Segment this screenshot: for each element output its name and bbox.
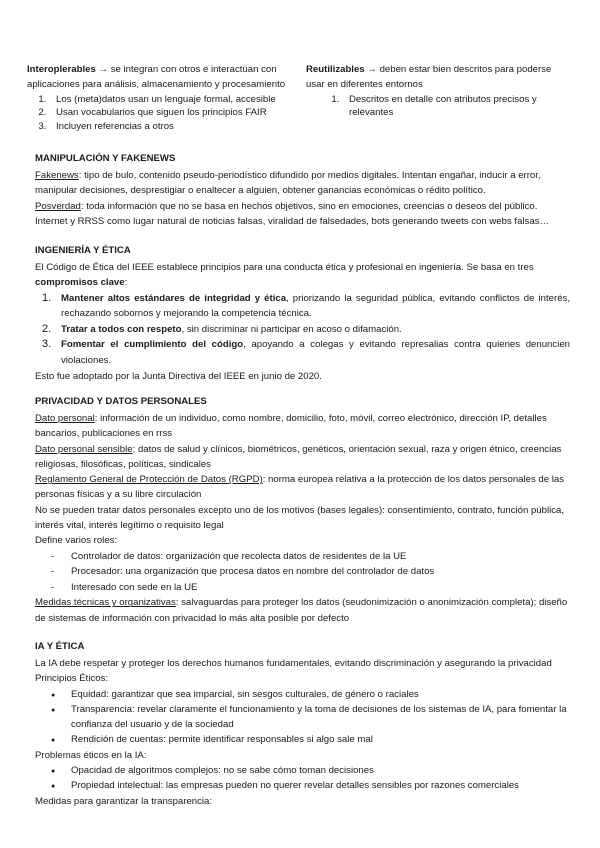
- interoperables-term: Interoplerables: [27, 64, 96, 75]
- list-item: - Procesador: una organización que procesa datos en nombre del controlador de datos: [35, 564, 570, 580]
- medidas-paragraph: [35, 595, 570, 626]
- list-item: ● Propiedad intelectual: las empresas pueden no querer revelar detalles sensibles por razones comerciales: [35, 778, 570, 793]
- intro-bold: compromisos clave: [35, 277, 125, 289]
- rgpd-definition: : norma europea relativa a la protección de los datos personales de las personas físicas y a su libre circulación: [35, 474, 565, 501]
- interoperables-paragraph: [27, 62, 306, 93]
- section-heading: PRIVACIDAD Y DATOS PERSONALES: [35, 396, 207, 407]
- ieee-adoption-note: Esto fue adoptado por la Junta Directiva del IEEE en junio de 2020.: [35, 370, 322, 382]
- fakenews-definition: : tipo de bulo, contenido pseudo-periodístico difundido por medios digitales. Intentan engañar, inducir a error, manipular decisiones, desprestigiar o enaltecer a alguien, obtener ganancias económicas o rédito político.: [35, 170, 541, 197]
- dato-sensible-definition: : datos de salud y clínicos, biométricos, genéticos, orientación sexual, raza y origen étnico, creencias religiosas, filosóficas, políticas, sindicales: [35, 443, 562, 470]
- section-heading: INGENIERÍA Y ÉTICA: [35, 245, 131, 256]
- interoperables-column: [27, 62, 306, 133]
- medidas-term: Medidas técnicas y organizativas: [35, 597, 176, 609]
- fakenews-term: Fakenews: [35, 170, 79, 181]
- dato-personal-term: Dato personal: [35, 413, 95, 424]
- interoperables-text: → se integran con otros e interactúan con aplicaciones para análisis, almacenamiento y procesamiento: [27, 64, 286, 91]
- item-bold: Tratar a todos con respeto: [61, 323, 182, 335]
- list-item: [35, 291, 570, 322]
- list-item: ● Opacidad de algoritmos complejos: no se sabe cómo toman decisiones: [35, 763, 570, 778]
- ia-intro: La IA debe respetar y proteger los derechos humanos fundamentales, evitando discriminación y asegurando la privacidad: [35, 658, 552, 669]
- intro-text: El Código de Ética del IEEE establece principios para una conducta ética y profesional en ingeniería. Se basa en tres: [35, 262, 534, 273]
- item-bold: Fomentar el cumplimiento del código: [61, 339, 244, 351]
- dato-sensible-term: Dato personal sensible: [35, 443, 133, 455]
- dato-personal-definition: : información de un individuo, como nombre, domicilio, foto, móvil, correo electrónico, dirección IP, detalles bancarios, publicaciones en rrss: [35, 413, 547, 440]
- problemas-label: Problemas éticos en la IA:: [35, 749, 147, 761]
- list-item: - Controlador de datos: organización que recolecta datos de residentes de la UE: [35, 549, 570, 565]
- section-manipulacion: [35, 152, 570, 229]
- dato-personal-paragraph: [35, 411, 570, 442]
- section-heading: MANIPULACIÓN Y FAKENEWS: [35, 153, 176, 164]
- list-item: 3. Incluyen referencias a otros: [49, 120, 306, 134]
- problemas-list: [35, 763, 570, 794]
- list-item: ● Rendición de cuentas: permite identificar responsables si algo sale mal: [35, 732, 570, 747]
- item-number: 1.: [42, 291, 52, 304]
- reutilizables-paragraph: [306, 62, 566, 93]
- posverdad-term: Posverdad: [35, 200, 81, 212]
- item-number: 3.: [42, 338, 52, 351]
- section-ia: [35, 640, 570, 809]
- posverdad-paragraph: [35, 199, 570, 230]
- rgpd-paragraph: [35, 472, 570, 503]
- fakenews-paragraph: [35, 168, 570, 199]
- list-item: 2. Usan vocabularios que siguen los principios FAIR: [49, 106, 306, 120]
- bases-legales-paragraph: No se pueden tratar datos personales excepto uno de los motivos (bases legales): consentimiento, contrato, función pública, interés vital, interés legítimo o requisito legal: [35, 504, 565, 532]
- list-item: 1. Los (meta)datos usan un lenguaje formal, accesible: [49, 93, 306, 107]
- roles-list: [35, 549, 570, 596]
- list-item: [35, 322, 570, 338]
- section-privacidad: [35, 395, 570, 626]
- item-text: , priorizando la seguridad pública, evitando conflictos de interés, rechazando sobornos y mejorando la competencia técnica.: [61, 292, 570, 320]
- rgpd-term: Reglamento General de Protección de Datos (RGPD): [35, 474, 263, 486]
- list-item: ● Equidad: garantizar que sea imparcial, sin sesgos culturales, de género o raciales: [35, 687, 570, 702]
- list-item: - Interesado con sede en la UE: [35, 580, 570, 596]
- section-heading: IA Y ÉTICA: [35, 641, 85, 652]
- top-two-columns: [27, 62, 577, 133]
- item-text: , sin discriminar ni participar en acoso o difamación.: [181, 323, 402, 335]
- medidas-transparencia-label: Medidas para garantizar la transparencia:: [35, 795, 213, 807]
- interoperables-list: [27, 93, 306, 134]
- intro-end: :: [124, 277, 128, 289]
- item-number: 2.: [42, 322, 52, 335]
- roles-intro: Define varios roles:: [35, 535, 118, 547]
- ingenieria-intro: [35, 260, 570, 291]
- ieee-commitments-list: [35, 291, 570, 369]
- section-ingenieria: [35, 244, 570, 384]
- item-bold: Mantener altos estándares de integridad y ética: [61, 292, 287, 304]
- dato-sensible-paragraph: [35, 442, 570, 473]
- reutilizables-text: → deben estar bien descritos para poderse usar en diferentes entornos: [306, 64, 552, 91]
- list-item: [35, 337, 570, 368]
- principios-label: Principios Éticos:: [35, 673, 109, 685]
- reutilizables-column: [306, 62, 566, 133]
- medidas-definition: : salvaguardas para proteger los datos (seudonimización o anonimización completa); diseño de sistemas de información con privacidad lo más alta posible por defecto: [35, 597, 568, 624]
- item-text: , apoyando a colegas y evitando represalias contra quienes denuncien violaciones.: [61, 339, 570, 366]
- list-item: ● Transparencia: revelar claramente el funcionamiento y la toma de decisiones de los sistemas de IA, para fomentar la confianza del usuario y de la sociedad: [35, 702, 570, 733]
- principios-list: [35, 687, 570, 748]
- posverdad-definition: : toda información que no se basa en hechos objetivos, sino en emociones, creencias o deseos del público. Internet y RRSS como lugar natural de noticias falsas, viralidad de falsedades, bots generando tweets con webs falsas…: [35, 200, 550, 227]
- list-item: 1. Descritos en detalle con atributos precisos y relevantes: [342, 93, 566, 120]
- reutilizables-term: Reutilizables: [306, 64, 365, 75]
- reutilizables-list: [306, 93, 566, 120]
